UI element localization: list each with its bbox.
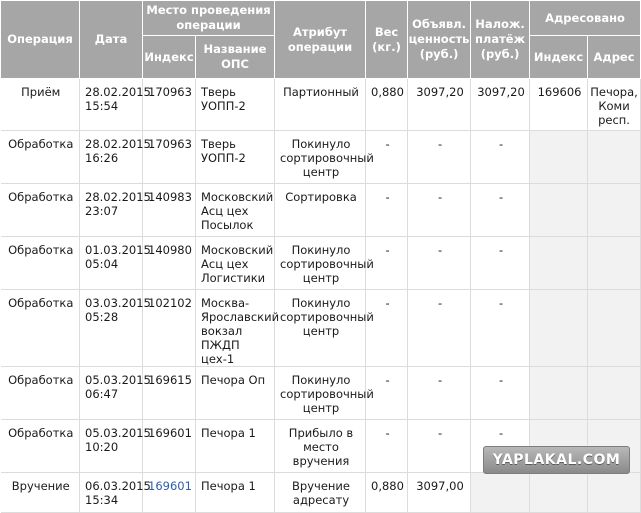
- header-address: Адрес: [588, 36, 641, 79]
- cell-operation: Обработка: [1, 184, 80, 237]
- cell-declared: -: [408, 420, 471, 473]
- cell-addr-index: [530, 290, 588, 367]
- table-row: [1, 79, 641, 131]
- cell-weight: 0,880: [366, 473, 408, 513]
- cell-address: [588, 237, 641, 290]
- header-declared-value: Объявл. ценность (руб.): [408, 1, 471, 79]
- cell-ops-name: Москва-Ярославский вокзал ПЖДП цех-1: [196, 290, 275, 367]
- cell-index: 170963: [143, 131, 196, 184]
- cell-ops-name: Тверь УОПП-2: [196, 131, 275, 184]
- index-link[interactable]: 169601: [148, 479, 192, 493]
- cell-weight: 0,880: [366, 79, 408, 131]
- cell-weight: -: [366, 131, 408, 184]
- cell-date: 01.03.2015 05:04: [80, 237, 143, 290]
- cell-ops-name: Печора 1: [196, 420, 275, 473]
- cell-date: 05.03.2015 10:20: [80, 420, 143, 473]
- cell-index[interactable]: [143, 473, 196, 513]
- cell-attribute: Сортировка: [275, 184, 366, 237]
- cell-declared: -: [408, 237, 471, 290]
- cell-operation: Обработка: [1, 237, 80, 290]
- cell-attribute: Партионный: [275, 79, 366, 131]
- cell-cod: -: [471, 367, 530, 420]
- cell-index: 102102: [143, 290, 196, 367]
- header-weight: Вес (кг.): [366, 1, 408, 79]
- table-row: [1, 131, 641, 184]
- cell-addr-index: [530, 367, 588, 420]
- cell-index: 169615: [143, 367, 196, 420]
- cell-cod: 3097,20: [471, 79, 530, 131]
- cell-declared: -: [408, 367, 471, 420]
- header-attribute: Атрибут операции: [275, 1, 366, 79]
- cell-address: [588, 367, 641, 420]
- header-cod: Налож. платёж (руб.): [471, 1, 530, 79]
- cell-addr-index: 169606: [530, 79, 588, 131]
- header-index: Индекс: [143, 36, 196, 79]
- cell-declared: 3097,00: [408, 473, 471, 513]
- cell-attribute: Вручение адресату: [275, 473, 366, 513]
- cell-date: 28.02.2015 16:26: [80, 131, 143, 184]
- cell-declared: -: [408, 290, 471, 367]
- table-row: [1, 367, 641, 420]
- cell-index: 140983: [143, 184, 196, 237]
- cell-ops-name: Московский Асц цех Логистики: [196, 237, 275, 290]
- cell-attribute: Покинуло сортировочный центр: [275, 131, 366, 184]
- cell-addr-index: [530, 473, 588, 513]
- cell-ops-name: Московский Асц цех Посылок: [196, 184, 275, 237]
- cell-date: 06.03.2015 15:34: [80, 473, 143, 513]
- cell-weight: -: [366, 237, 408, 290]
- cell-attribute: Покинуло сортировочный центр: [275, 290, 366, 367]
- cell-weight: -: [366, 290, 408, 367]
- table-row: [1, 184, 641, 237]
- cell-declared: 3097,20: [408, 79, 471, 131]
- cell-index: 140980: [143, 237, 196, 290]
- cell-weight: -: [366, 367, 408, 420]
- cell-operation: Приём: [1, 79, 80, 131]
- cell-weight: -: [366, 420, 408, 473]
- table-row: [1, 290, 641, 367]
- table-row: [1, 473, 641, 513]
- cell-cod: [471, 473, 530, 513]
- cell-date: 03.03.2015 05:28: [80, 290, 143, 367]
- cell-addr-index: [530, 184, 588, 237]
- cell-address: Печора, Коми респ.: [588, 79, 641, 131]
- header-date: Дата: [80, 1, 143, 79]
- cell-cod: -: [471, 131, 530, 184]
- cell-operation: Обработка: [1, 420, 80, 473]
- cell-operation: Обработка: [1, 290, 80, 367]
- cell-declared: -: [408, 184, 471, 237]
- cell-cod: -: [471, 290, 530, 367]
- header-addr-index: Индекс: [530, 36, 588, 79]
- cell-cod: -: [471, 184, 530, 237]
- header-addressed: Адресовано: [530, 1, 641, 36]
- cell-operation: Обработка: [1, 131, 80, 184]
- cell-cod: -: [471, 420, 530, 473]
- cell-address: [588, 131, 641, 184]
- cell-operation: Вручение: [1, 473, 80, 513]
- cell-address: [588, 290, 641, 367]
- header-ops-name: Название ОПС: [196, 36, 275, 79]
- cell-ops-name: Тверь УОПП-2: [196, 79, 275, 131]
- cell-addr-index: [530, 237, 588, 290]
- cell-address: [588, 184, 641, 237]
- header-place: Место проведения операции: [143, 1, 275, 36]
- cell-index: 170963: [143, 79, 196, 131]
- cell-attribute: Прибыло в место вручения: [275, 420, 366, 473]
- cell-date: 28.02.2015 23:07: [80, 184, 143, 237]
- cell-ops-name: Печора Оп: [196, 367, 275, 420]
- cell-index: 169601: [143, 420, 196, 473]
- cell-operation: Обработка: [1, 367, 80, 420]
- cell-attribute: Покинуло сортировочный центр: [275, 237, 366, 290]
- cell-date: 05.03.2015 06:47: [80, 367, 143, 420]
- cell-cod: -: [471, 237, 530, 290]
- cell-declared: -: [408, 131, 471, 184]
- cell-attribute: Покинуло сортировочный центр: [275, 367, 366, 420]
- cell-weight: -: [366, 184, 408, 237]
- cell-ops-name: Печора 1: [196, 473, 275, 513]
- watermark-logo: YAPLAKAL.COM: [483, 446, 630, 474]
- cell-date: 28.02.2015 15:54: [80, 79, 143, 131]
- header-operation: Операция: [1, 1, 80, 79]
- cell-addr-index: [530, 131, 588, 184]
- cell-address: [588, 473, 641, 513]
- table-row: [1, 237, 641, 290]
